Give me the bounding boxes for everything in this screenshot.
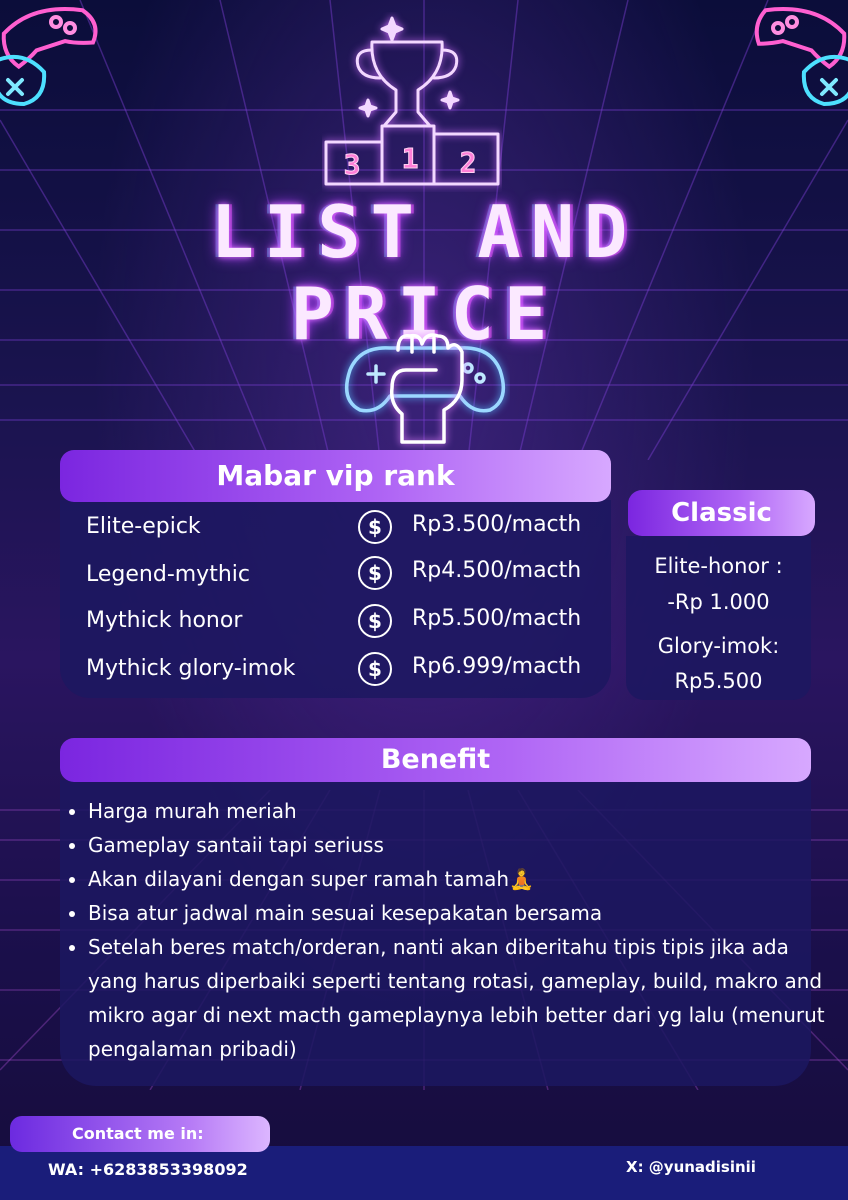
rank-name: Mythick glory-imok	[86, 656, 296, 681]
benefit-header: Benefit	[60, 738, 811, 782]
rank-price: Rp6.999/macth	[412, 654, 582, 679]
classic-header: Classic	[628, 490, 815, 536]
vip-row	[86, 652, 596, 688]
vip-rank-header: Mabar vip rank	[60, 450, 611, 502]
gamepad-icon-left	[0, 0, 104, 110]
vip-row	[86, 510, 596, 546]
podium-first-label: 1	[401, 142, 419, 175]
dollar-coin-icon: $	[358, 556, 392, 590]
x-contact[interactable]: X: @yunadisinii	[626, 1158, 756, 1176]
rank-name: Elite-epick	[86, 514, 201, 539]
benefit-item: • Bisa atur jadwal main sesuai kesepakatan bersama	[88, 896, 828, 930]
benefit-item: • Gameplay santaii tapi seriuss	[88, 828, 828, 862]
benefit-list	[64, 794, 828, 1066]
rank-price: Rp4.500/macth	[412, 558, 582, 583]
dollar-coin-icon: $	[358, 510, 392, 544]
rank-name: Legend-mythic	[86, 562, 250, 587]
rank-name: Mythick honor	[86, 608, 243, 633]
classic-line: Rp5.500	[674, 669, 763, 693]
fist-gamepad-icon	[340, 330, 510, 450]
title-line-2: PRICE	[290, 272, 558, 356]
rank-price: Rp5.500/macth	[412, 606, 582, 631]
podium-third-label: 3	[343, 148, 361, 181]
classic-line: Glory-imok:	[657, 634, 780, 658]
benefit-item: • Harga murah meriah	[88, 794, 828, 828]
trophy-podium-icon	[322, 12, 502, 192]
vip-row	[86, 604, 596, 640]
gamepad-icon-right	[744, 0, 848, 110]
classic-line: Elite-honor :	[654, 554, 783, 578]
benefit-item: • Setelah beres match/orderan, nanti akan diberitahu tipis tipis jika ada yang harus diperbaiki seperti tentang rotasi, gameplay, build, makro and mikro agar di next macth gameplaynya lebih better dari yg lalu (menurut pengalaman pribadi)	[88, 930, 828, 1066]
title-line-1: LIST AND	[210, 190, 638, 274]
rank-price: Rp3.500/macth	[412, 512, 582, 537]
podium-second-label: 2	[459, 146, 477, 179]
dollar-coin-icon: $	[358, 604, 392, 638]
contact-label: Contact me in:	[72, 1124, 204, 1143]
vip-row	[86, 556, 596, 592]
dollar-coin-icon: $	[358, 652, 392, 686]
whatsapp-contact[interactable]: WA: +6283853398092	[48, 1160, 248, 1179]
classic-line: -Rp 1.000	[667, 590, 770, 614]
benefit-item: • Akan dilayani dengan super ramah tamah🧘	[88, 862, 828, 896]
